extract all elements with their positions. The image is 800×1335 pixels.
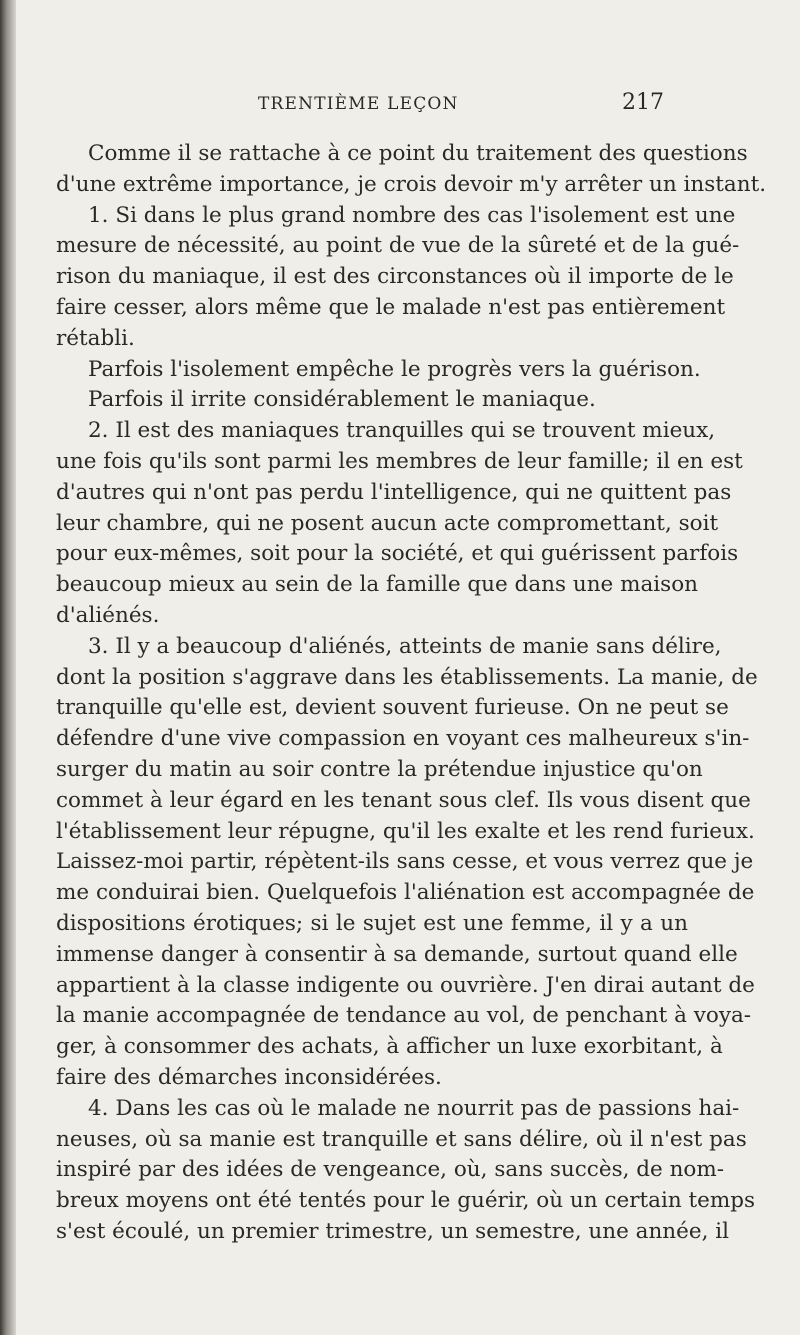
text-line: breux moyens ont été tentés pour le guérir, où un certain temps [56,1188,756,1214]
running-title: TRENTIÈME LEÇON [258,94,459,114]
text-line: 3. Il y a beaucoup d'aliénés, atteints de manie sans délire, [88,633,722,659]
text-line: Comme il se rattache à ce point du traitement des questions [88,141,748,166]
text-line: Laissez-moi partir, répètent-ils sans cesse, et vous verrez que je [56,849,754,875]
book-page [16,0,800,1335]
text-line: l'établissement leur répugne, qu'il les exalte et les rend furieux. [56,818,755,844]
text-line: pour eux-mêmes, soit pour la société, et qui guérissent parfois [56,541,739,567]
text-line: me conduirai bien. Quelquefois l'aliénation est accompagnée de [56,880,755,906]
text-line: immense danger à consentir à sa demande, surtout quand elle [56,941,738,967]
text-line: 2. Il est des maniaques tranquilles qui se trouvent mieux, [88,418,716,444]
text-line: faire des démarches inconsidérées. [56,1064,442,1090]
text-line: inspiré par des idées de vengeance, où, sans succès, de nom- [56,1157,725,1183]
text-line: 1. Si dans le plus grand nombre des cas l'isolement est une [88,202,736,228]
book-spine-shadow [0,0,16,1335]
text-line: rison du maniaque, il est des circonstances où il importe de le [56,264,734,290]
body-text [56,139,767,1248]
text-line: commet à leur égard en les tenant sous clef. Ils vous disent que [56,787,751,813]
text-line: une fois qu'ils sont parmi les membres de leur famille; il en est [56,448,743,474]
text-line: beaucoup mieux au sein de la famille que dans une maison [56,572,699,598]
text-line: dont la position s'aggrave dans les établissements. La manie, de [56,664,758,690]
text-line: s'est écoulé, un premier trimestre, un semestre, une année, il [56,1218,730,1244]
text-line: d'une extrême importance, je crois devoir m'y arrêter un instant. [56,171,767,197]
text-line: Parfois l'isolement empêche le progrès vers la guérison. [88,356,701,382]
text-line: mesure de nécessité, au point de vue de la sûreté et de la gué- [56,233,740,259]
text-line: faire cesser, alors même que le malade n'est pas entièrement [56,294,726,320]
page-number: 217 [622,90,664,115]
text-line: Parfois il irrite considérablement le maniaque. [88,387,596,413]
text-line: appartient à la classe indigente ou ouvrière. J'en dirai autant de [56,972,755,998]
text-line: d'autres qui n'ont pas perdu l'intelligence, qui ne quittent pas [56,479,732,505]
text-line: leur chambre, qui ne posent aucun acte compromettant, soit [56,510,719,536]
text-line: ger, à consommer des achats, à afficher un luxe exorbitant, à [56,1034,723,1060]
text-line: 4. Dans les cas où le malade ne nourrit pas de passions hai- [88,1095,740,1121]
text-line: tranquille qu'elle est, devient souvent furieuse. On ne peut se [56,695,729,721]
text-line: rétabli. [56,325,135,351]
text-line: surger du matin au soir contre la prétendue injustice qu'on [56,756,703,782]
page-header [16,90,800,120]
text-line: la manie accompagnée de tendance au vol, de penchant à voya- [56,1003,752,1029]
text-line: d'aliénés. [56,602,160,628]
text-line: neuses, où sa manie est tranquille et sans délire, où il n'est pas [56,1126,747,1152]
text-line: défendre d'une vive compassion en voyant ces malheureux s'in- [56,726,750,752]
text-line: dispositions érotiques; si le sujet est une femme, il y a un [56,910,688,936]
